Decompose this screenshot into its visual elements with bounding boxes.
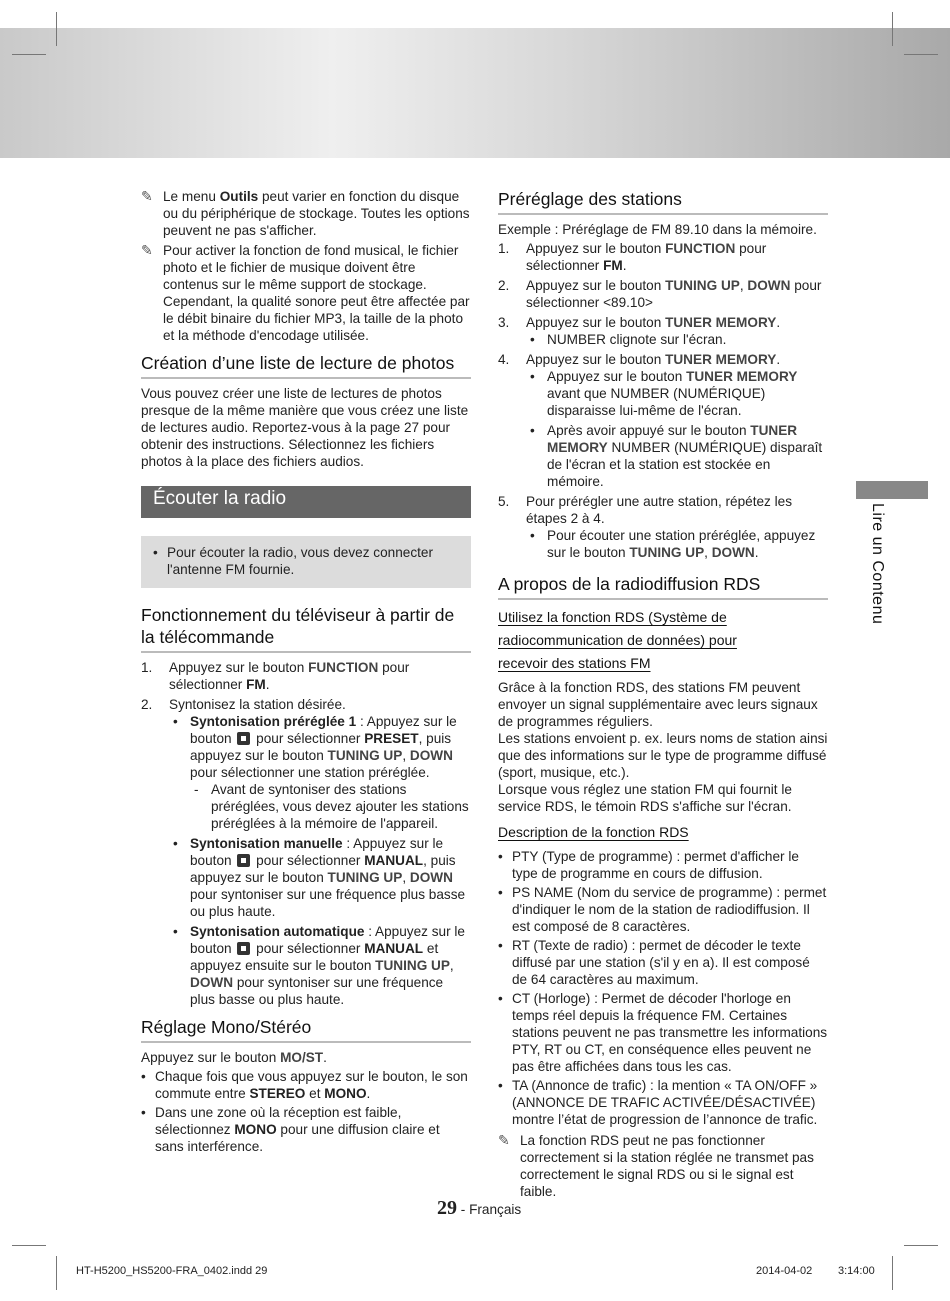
section-title-rds: A propos de la radiodiffusion RDS <box>498 573 828 600</box>
list-subitem: - Avant de syntoniser des stations préréglées, vous devez ajouter les stations préréglées à la mémoire de l'appareil. <box>194 782 469 831</box>
list-item: • CT (Horloge) : Permet de décoder l'horloge en temps réel depuis la fréquence FM. Certaines stations peuvent ne pas transmettre les informations PTY, RT ou CT, en conséquence elles peuvent ne pas être affichées dans tous les cas. <box>498 991 828 1074</box>
rds-paragraph: Les stations envoient p. ex. leurs noms de station ainsi que des informations sur le type de programme diffusé (sport, musique, etc.). <box>498 731 828 780</box>
crop-mark <box>56 12 57 46</box>
slug-time: 3:14:00 <box>838 1265 875 1277</box>
list-item-auto-tuning: • Syntonisation automatique : Appuyez sur le bouton pour sélectionner MANUAL et appuyez ensuite sur le bouton TUNING UP, DOWN pour syntoniser sur une fréquence plus basse ou plus haute. <box>173 924 465 1007</box>
header-banner <box>0 28 950 158</box>
subsection-title-rds-description: Description de la fonction RDS <box>498 824 689 840</box>
chapter-title-radio: Écouter la radio <box>141 486 471 518</box>
list-item-preset-tuning: • Syntonisation préréglée 1 : Appuyez sur le bouton pour sélectionner PRESET, puis appuyez sur le bouton TUNING UP, DOWN pour sélectionner une station préréglée. - Avant de syntoniser des stations préréglées, vous devez ajouter les stations préréglées à la mémoire de l'appareil. <box>173 713 471 832</box>
crop-mark <box>12 54 46 55</box>
square-button-icon <box>237 732 250 745</box>
step-item: 2. Syntonisez la station désirée. • Syntonisation préréglée 1 : Appuyez sur le bouton pour sélectionner PRESET, puis appuyez sur le bouton TUNING UP, DOWN pour sélectionner une station préréglée. - Avant de syntoniser des stations préréglées, vous devez ajouter les stations préréglées à la mémoire de l'appareil. • Syntonisation manuelle : Appuyez sur le bouton pour sélectionner MANUAL, puis appuyez sur le bouton TUNING UP, DOWN pour syntoniser sur une fréquence plus basse ou plus haute. • Syntonisation automatique : Appuyez sur le bouton pour sélectionner MANUAL et appuyez ensuite sur le bouton TUNING UP, DOWN pour syntoniser sur une fréquence plus basse ou plus haute. <box>141 696 471 1008</box>
step-item: 2. Appuyez sur le bouton TUNING UP, DOWN pour sélectionner <89.10> <box>498 278 822 310</box>
pencil-note-icon: ✎ <box>498 1132 510 1148</box>
mono-intro: Appuyez sur le bouton MO/ST. <box>141 1050 327 1065</box>
list-item: • TA (Annonce de trafic) : la mention « TA ON/OFF » (ANNONCE DE TRAFIC ACTIVÉE/DÉSACTIVÉE) montre l’état de progression de l’annonce de trafic. <box>498 1078 818 1127</box>
list-item: • Dans une zone où la réception est faible, sélectionnez MONO pour une diffusion claire et sans interférence. <box>141 1105 440 1154</box>
page-language: - Français <box>457 1202 522 1217</box>
step-item: 4. Appuyez sur le bouton TUNER MEMORY. • Appuyez sur le bouton TUNER MEMORY avant que NUMBER (NUMÉRIQUE) disparaisse lui-même de l'écran. • Après avoir appuyé sur le bouton TUNER MEMORY NUMBER (NUMÉRIQUE) disparaît de l'écran et la station est stockée en mémoire. <box>498 351 828 490</box>
list-item: • RT (Texte de radio) : permet de décoder le texte diffusé par une station (s'il y en a). Il est composé de 64 caractères au maximum. <box>498 938 810 987</box>
right-column <box>498 188 828 1203</box>
left-column <box>141 188 471 1157</box>
crop-mark <box>892 1256 893 1290</box>
note-background-music: ✎ Pour activer la fonction de fond musical, le fichier photo et le fichier de musique doivent être contenus sur le même support de stockage. Cependant, la qualité sonore peut être affectée par le débit binaire du fichier MP3, la taille de la photo et la méthode d'encodage utilisée. <box>141 242 470 343</box>
list-subitem: • Pour écouter une station préréglée, appuyez sur le bouton TUNING UP, DOWN. <box>530 528 816 560</box>
square-button-icon <box>237 942 250 955</box>
square-button-icon <box>237 854 250 867</box>
list-subitem: • Appuyez sur le bouton TUNER MEMORY avant que NUMBER (NUMÉRIQUE) disparaisse lui-même de l'écran. <box>530 369 798 418</box>
list-item-manual-tuning: • Syntonisation manuelle : Appuyez sur le bouton pour sélectionner MANUAL, puis appuyez sur le bouton TUNING UP, DOWN pour syntoniser sur une fréquence plus basse ou plus haute. <box>173 836 466 919</box>
list-item: • PS NAME (Nom du service de programme) : permet d'indiquer le nom de la station de radiodiffusion. Il est composé de 8 caractères. <box>498 885 827 934</box>
step-item: 1. Appuyez sur le bouton FUNCTION pour sélectionner FM. <box>141 660 410 692</box>
step-item: 3. Appuyez sur le bouton TUNER MEMORY. • NUMBER clignote sur l'écran. <box>498 314 828 348</box>
page-footer <box>437 1197 521 1220</box>
step-item: 1. Appuyez sur le bouton FUNCTION pour sélectionner FM. <box>498 241 767 273</box>
chapter-side-tab <box>856 481 928 499</box>
photo-playlist-body: Vous pouvez créer une liste de lectures de photos presque de la même manière que vous créez une liste de lectures audio. Reportez-vous à la page 27 pour obtenir des instructions. Sélectionnez les fichiers photos à la place des fichiers audios. <box>141 386 469 469</box>
page-number: 29 <box>437 1197 457 1219</box>
crop-mark <box>904 1245 938 1246</box>
crop-mark <box>904 54 938 55</box>
pencil-note-icon: ✎ <box>141 188 153 204</box>
note-rds: ✎ La fonction RDS peut ne pas fonctionner correctement si la station réglée ne transmet pas correctement le signal RDS ou si le signal est faible. <box>498 1132 814 1199</box>
subsection-title-use-rds: Utilisez la fonction RDS (Système de radiocommunication de données) pour recevoir des stations FM <box>498 609 737 671</box>
section-title-photo-playlist: Création d’une liste de lecture de photos <box>141 352 471 379</box>
crop-mark <box>56 1256 57 1290</box>
crop-mark <box>12 1245 46 1246</box>
radio-antenna-note-box <box>141 536 471 588</box>
list-subitem: • NUMBER clignote sur l'écran. <box>530 332 727 347</box>
list-subitem: • Après avoir appuyé sur le bouton TUNER MEMORY NUMBER (NUMÉRIQUE) disparaît de l'écran et la station est stockée en mémoire. <box>530 423 823 489</box>
section-title-remote: Fonctionnement du téléviseur à partir de la télécommande <box>141 604 471 653</box>
pencil-note-icon: ✎ <box>141 242 153 258</box>
slug-date: 2014-04-02 <box>756 1265 813 1277</box>
crop-mark <box>892 12 893 46</box>
list-item: • Pour écouter la radio, vous devez connecter l'antenne FM fournie. <box>153 545 433 577</box>
list-item: • PTY (Type de programme) : permet d'afficher le type de programme en cours de diffusion. <box>498 849 799 881</box>
section-title-mono-stereo: Réglage Mono/Stéréo <box>141 1016 471 1043</box>
section-title-presetting: Préréglage des stations <box>498 188 828 215</box>
rds-paragraph: Grâce à la fonction RDS, des stations FM peuvent envoyer un signal supplémentaire avec leurs signaux de programmes réguliers. <box>498 680 818 729</box>
slug-filename: HT-H5200_HS5200-FRA_0402.indd 29 <box>76 1265 268 1277</box>
note-tools-menu: ✎ Le menu Outils peut varier en fonction du disque ou du périphérique de stockage. Toutes les options peuvent ne pas s'afficher. <box>141 188 470 238</box>
list-item: • Chaque fois que vous appuyez sur le bouton, le son commute entre STEREO et MONO. <box>141 1069 468 1101</box>
chapter-side-label: Lire un Contenu <box>869 503 886 625</box>
rds-paragraph: Lorsque vous réglez une station FM qui fournit le service RDS, le témoin RDS s'affiche sur l'écran. <box>498 782 792 814</box>
preset-example: Exemple : Préréglage de FM 89.10 dans la mémoire. <box>498 222 817 237</box>
step-item: 5. Pour prérégler une autre station, répétez les étapes 2 à 4. • Pour écouter une station préréglée, appuyez sur le bouton TUNING UP, DOWN. <box>498 493 828 561</box>
